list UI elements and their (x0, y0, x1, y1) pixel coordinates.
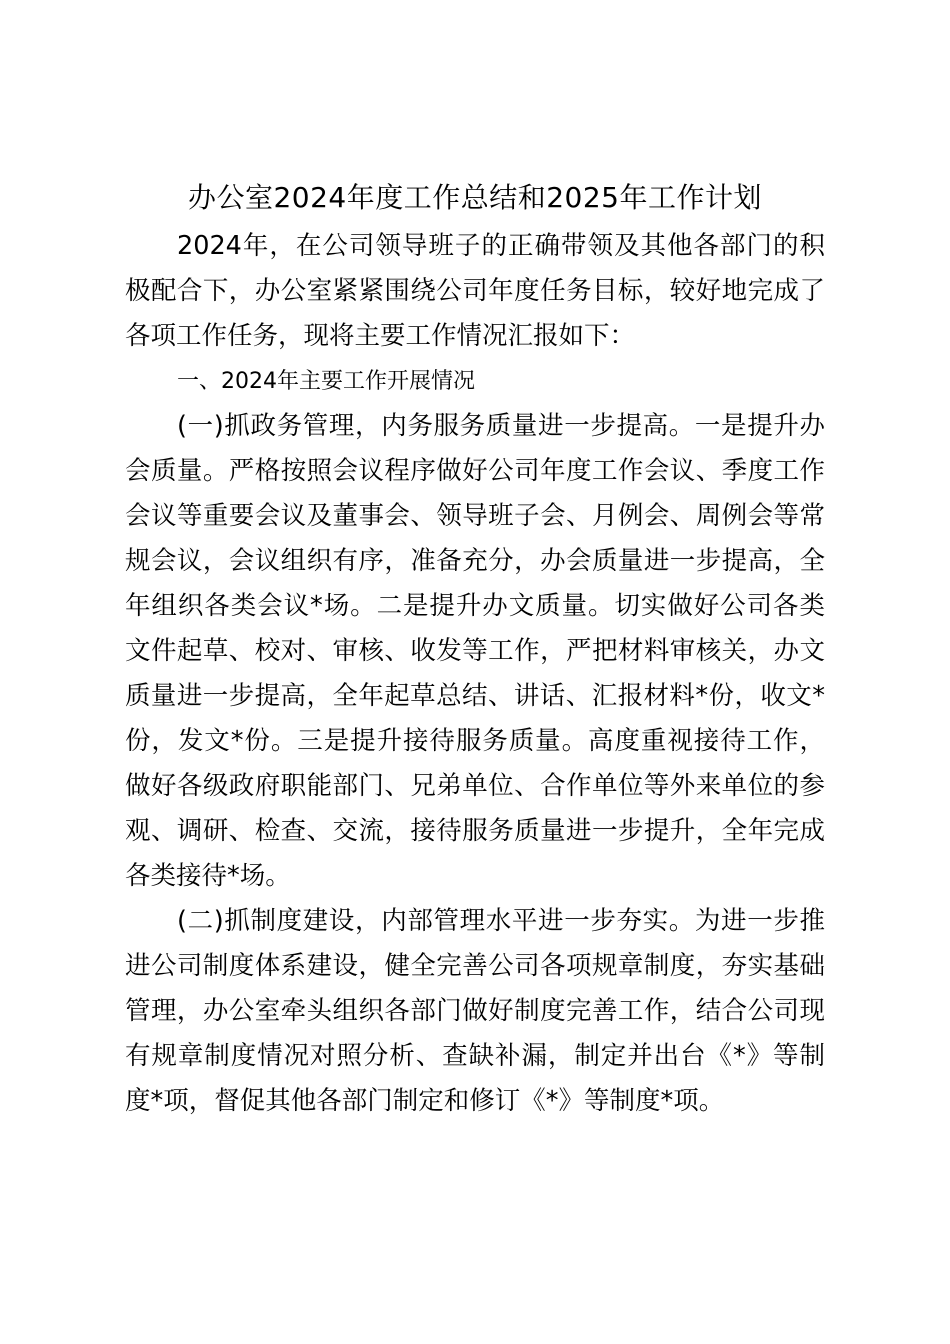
paragraph-system-building: (二)抓制度建设，内部管理水平进一步夯实。为进一步推进公司制度体系建设，健全完善公司各项规章制度，夯实基础管理，办公室牵头组织各部门做好制度完善工作，结合公司现有规章制度情况对照分析、查缺补漏，制定并出台《*》等制度*项，督促其他各部门制定和修订《*》等制度*项。 (125, 906, 825, 1116)
section-heading: 一、2024年主要工作开展情况 (177, 369, 475, 394)
document-title: 办公室2024年度工作总结和2025年工作计划 (187, 181, 763, 214)
intro-paragraph: 2024年，在公司领导班子的正确带领及其他各部门的积极配合下，办公室紧紧围绕公司年度任务目标，较好地完成了各项工作任务，现将主要工作情况汇报如下： (125, 231, 825, 351)
document-body (125, 224, 825, 1124)
paragraph-politics-management: (一)抓政务管理，内务服务质量进一步提高。一是提升办会质量。严格按照会议程序做好公司年度工作会议、季度工作会议等重要会议及董事会、领导班子会、月例会、周例会等常规会议，会议组织有序，准备充分，办会质量进一步提高，全年组织各类会议*场。二是提升办文质量。切实做好公司各类文件起草、校对、审核、收发等工作，严把材料审核关，办文质量进一步提高，全年起草总结、讲话、汇报材料*份，收文*份，发文*份。三是提升接待服务质量。高度重视接待工作，做好各级政府职能部门、兄弟单位、合作单位等外来单位的参观、调研、检查、交流，接待服务质量进一步提升，全年完成各类接待*场。 (125, 411, 825, 891)
